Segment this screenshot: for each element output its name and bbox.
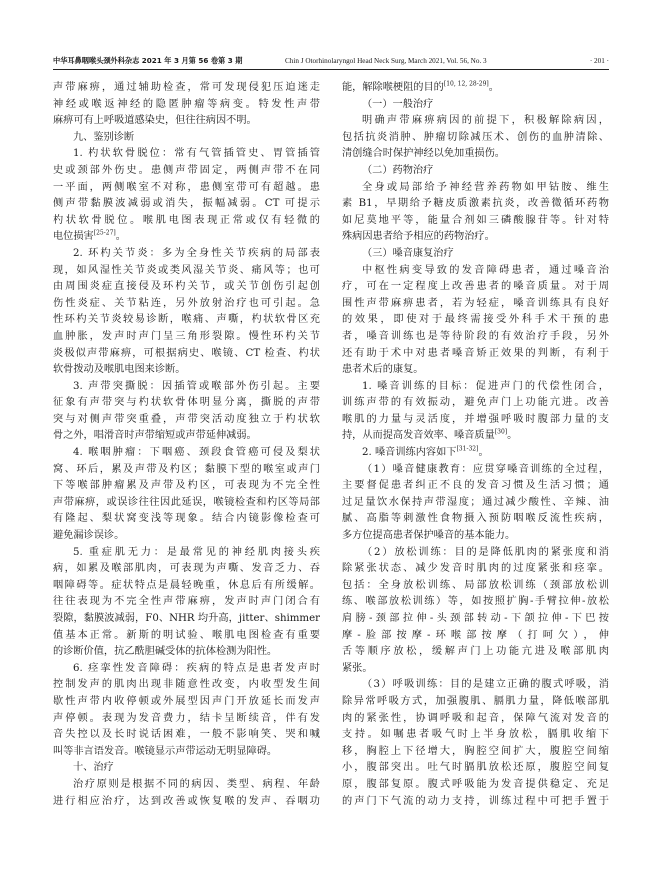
text-line: 史或颈部外伤史。患侧声带固定，两侧声带不在同 <box>53 164 320 176</box>
text-line: 治疗原则是根据不同的病因、类型、病程、年龄 <box>73 778 320 790</box>
text-line: 电位损害[25-27]。 <box>53 229 126 243</box>
text-line: 现，如风湿性关节炎或类风湿关节炎、痛风等；也可 <box>53 264 320 276</box>
text-line: 摩-脸部按摩-环喉部按摩（打呵欠），伸 <box>342 629 609 641</box>
text-line: 杓状软骨脱位。喉肌电图表现正常或仅有轻微的 <box>53 214 320 226</box>
text-line: 音失控以及长时说话困难，一般不影响笑、哭和喊 <box>53 729 320 741</box>
text-line: 紧张。 <box>342 662 373 674</box>
text-line: 叫等非言语发音。喉镜显示声带运动无明显障碍。 <box>53 745 278 757</box>
right-column <box>342 80 609 810</box>
text-line: 喉肌的力量与灵活度，并增强呼吸时腹部力量的支 <box>342 413 609 425</box>
text-line: （2）放松训练：目的是降低肌肉的紧张度和消 <box>362 546 609 558</box>
text-line: 肩膀-颈部拉伸-头颈部转动-下颌拉伸-下巴按 <box>342 613 609 624</box>
text-line: 下等喉部肿瘤累及声带及杓区，可表现为不完全性 <box>53 480 320 492</box>
text-line: 还有助于术中对患者嗓音矫正效果的判断，有利于 <box>342 347 609 359</box>
text-line: 素 B1，早期给予糖皮质激素抗炎，改善微循环药物 <box>342 198 609 210</box>
text-line: 由周围炎症直接侵及环杓关节，或关节创伤引起创 <box>53 281 320 293</box>
running-header <box>53 55 609 70</box>
text-line: 炎极似声带麻痹，可根据病史、喉镜、CT 检查、杓状 <box>53 347 320 359</box>
text-line: 过足量饮水保持声带湿度；通过减少酸性、辛辣、油 <box>342 496 609 508</box>
text-line: 避免漏诊误诊。 <box>53 530 125 542</box>
text-line: 如尼莫地平等，能量合剂如三磷酸腺苷等。针对特 <box>342 214 609 226</box>
text-line: 进行相应治疗，达到改善或恢复喉的发声、吞咽功 <box>53 795 320 807</box>
page-number: · 201 · <box>589 57 609 65</box>
text-line: 伤性炎症、关节粘连，另外放射治疗也可引起。急 <box>53 297 320 309</box>
citation-marker: [25-27] <box>93 229 116 237</box>
text-line: 3. 声带突撕脱：因插管或喉部外伤引起。主要 <box>73 380 320 392</box>
text-line: 2. 嗓音训练内容如下[31-32]。 <box>362 445 489 459</box>
text-line: 练、喉部放松训练）等，如按照扩胸-手臂拉伸-放松 <box>342 596 609 608</box>
citation-marker: [30] <box>494 429 508 437</box>
section-heading: （三）嗓音康复治疗 <box>362 247 454 259</box>
text-line: 中枢性病变导致的发音障碍患者，通过嗓音治 <box>362 264 609 276</box>
text-line: 值基本正常。新斯的明试验、喉肌电图检查有重要 <box>53 629 320 641</box>
text-line: 往往表现为不完全性声带麻痹，发声时声门闭合有 <box>53 596 320 608</box>
text-line: 侧声带黏膜波减弱或消失，振幅减弱。CT 可提示 <box>53 198 320 210</box>
text-line: 突与对侧声带突重叠，声带突活动度独立于杓状软 <box>53 413 320 425</box>
text-line: 4. 喉咽肿瘤：下咽癌、颈段食管癌可侵及梨状 <box>73 447 320 459</box>
journal-title: 中华耳鼻咽喉头颈外科杂志 2021 年 3 月第 56 卷第 3 期 <box>53 56 243 65</box>
text-line: 声带麻痹，通过辅助检查，常可发现侵犯压迫迷走 <box>53 82 320 93</box>
text-line: 舌等顺序放松，缓解声门上功能亢进及喉部肌肉 <box>342 646 609 658</box>
text-line: 歇性声带内收停顿或外展型因声门开放延长而发声 <box>53 695 320 707</box>
text-line: 肉的紧张性，协调呼吸和起音，保障气流对发音的 <box>342 712 609 724</box>
text-line: 能，解除喉梗阻的目的[10, 12, 28-29]。 <box>342 80 499 93</box>
section-heading: （二）药物治疗 <box>362 164 434 176</box>
text-line: 控制发声的肌肉出现非随意性改变，内收型发生间 <box>53 679 320 691</box>
text-line: 5. 重症肌无力：是最常见的神经肌肉接头疾 <box>73 546 320 558</box>
text-line: 血肿胀，发声时声门呈三角形裂隙。慢性环杓关节 <box>53 330 320 342</box>
text-line: 麻痹可有上呼吸道感染史，但往往病因不明。 <box>53 115 257 127</box>
text-line: 的诊断价值，抗乙酰胆碱受体的抗体检测为阳性。 <box>53 646 278 658</box>
text-line: 软骨拨动及喉肌电图来诊断。 <box>53 364 186 376</box>
text-line: 2. 环杓关节炎：多为全身性关节疾病的局部表 <box>73 247 320 259</box>
text-line: 明确声带麻痹病因的前提下，积极解除病因， <box>362 115 609 127</box>
text-line: 清创缝合时保护神经以免加重损伤。 <box>342 148 505 160</box>
text-line: 1. 杓状软骨脱位：常有气管插管史、胃管插管 <box>73 148 320 160</box>
text-line: 全身或局部给予神经营养药物如甲钴胺、维生 <box>362 181 609 193</box>
text-line: 殊病因患者给予相应的药物治疗。 <box>342 231 495 243</box>
text-line: 声停顿。表现为发音费力，结卡呈断续音，伴有发 <box>53 712 320 724</box>
text-line: 有隆起、梨状窝变浅等现象。结合内镜影像检查可 <box>53 513 320 525</box>
left-column <box>53 80 320 810</box>
text-line: 除异常呼吸方式，加强腹肌、膈肌力量，降低喉部肌 <box>342 695 609 707</box>
text-line: 支持。如嘱患者吸气时上半身放松，膈肌收缩下 <box>342 729 609 741</box>
text-line: 病，如累及喉部肌肉，可表现为声嘶、发音乏力、吞 <box>53 563 320 575</box>
citation-marker: [31-32] <box>456 445 479 453</box>
text-line: （3）呼吸训练：目的是建立正确的腹式呼吸，消 <box>362 679 609 691</box>
text-line: 原，腹部复原。腹式呼吸能为发音提供稳定、充足 <box>342 778 609 790</box>
text-line: 的声门下气流的动力支持，训练过程中可把手置于 <box>342 795 609 807</box>
text-line: 咽障碍等。症状特点是晨轻晚重，休息后有所缓解。 <box>53 579 320 591</box>
text-line: 训练声带的有效振动，避免声门上功能亢进。改善 <box>342 397 609 409</box>
text-line: 包括：全身放松训练、局部放松训练（颈部放松训 <box>342 579 609 591</box>
section-heading: 九、鉴别诊断 <box>73 131 135 143</box>
text-line: 声带麻痹，或误诊往往因此延误，喉镜检查和杓区等局部 <box>53 496 320 508</box>
text-line: 神经或喉返神经的隐匿肿瘤等病变。特发性声带 <box>53 98 320 110</box>
journal-title-en: Chin J Otorhinolaryngol Head Neck Surg, March 2021, Vol. 56, No. 3 <box>285 57 487 65</box>
text-line: 1. 嗓音训练的目标：促进声门的代偿性闭合， <box>362 380 609 392</box>
section-heading: 十、治疗 <box>73 762 114 774</box>
text-line: 疗，可在一定程度上改善患者的嗓音质量。对于周 <box>342 281 609 293</box>
text-line: 的效果，即使对于最终需接受外科手术干预的患 <box>342 314 609 326</box>
text-line: 围性声带麻痹患者，若为轻症，嗓音训练具有良好 <box>342 297 609 309</box>
text-line: 移，胸腔上下径增大，胸腔空间扩大，腹腔空间缩 <box>342 745 609 757</box>
text-line: 主要督促患者纠正不良的发音习惯及生活习惯；通 <box>342 480 609 492</box>
section-heading: （一）一般治疗 <box>362 98 434 110</box>
text-line: 包括抗炎消肿、肿瘤切除减压术、创伤的血肿清除、 <box>342 131 609 143</box>
text-line: （1）嗓音健康教育：应贯穿嗓音训练的全过程， <box>362 463 609 475</box>
text-line: 持，从而提高发音效率、嗓音质量[30]。 <box>342 429 518 442</box>
text-line: 一平面，两侧喉室不对称，患侧室带可有超越。患 <box>53 181 320 193</box>
text-line: 性环杓关节炎较易诊断，喉痛、声嘶，杓状软骨区充 <box>53 314 320 326</box>
text-line: 患者术后的康复。 <box>342 364 424 376</box>
text-line: 腻、高脂等刺激性食物摄入预防咽喉反流性疾病， <box>342 513 609 525</box>
citation-marker: [10, 12, 28-29] <box>443 80 489 88</box>
text-line: 多方位提高患者保护嗓音的基本能力。 <box>342 530 516 542</box>
text-line: 窝、环后，累及声带及杓区；黏膜下型的喉室或声门 <box>53 463 320 475</box>
text-line: 小，腹部突出。吐气时膈肌放松还原，腹腔空间复 <box>342 762 609 774</box>
text-line: 骨之外，唱滑音时声带缩短或声带延伸减弱。 <box>53 430 257 442</box>
text-line: 征象有声带突与杓状软骨体明显分离，撕脱的声带 <box>53 397 320 409</box>
text-line: 除紧张状态、减少发音时肌肉的过度紧张和痉挛。 <box>342 563 609 575</box>
text-line: 6. 痉挛性发音障碍：疾病的特点是患者发声时 <box>73 662 320 674</box>
text-line: 裂隙，黏膜波减弱，F0、NHR 均升高，jitter、shimmer <box>53 613 320 624</box>
text-line: 者，嗓音训练也是等待阶段的有效治疗手段，另外 <box>342 330 609 342</box>
